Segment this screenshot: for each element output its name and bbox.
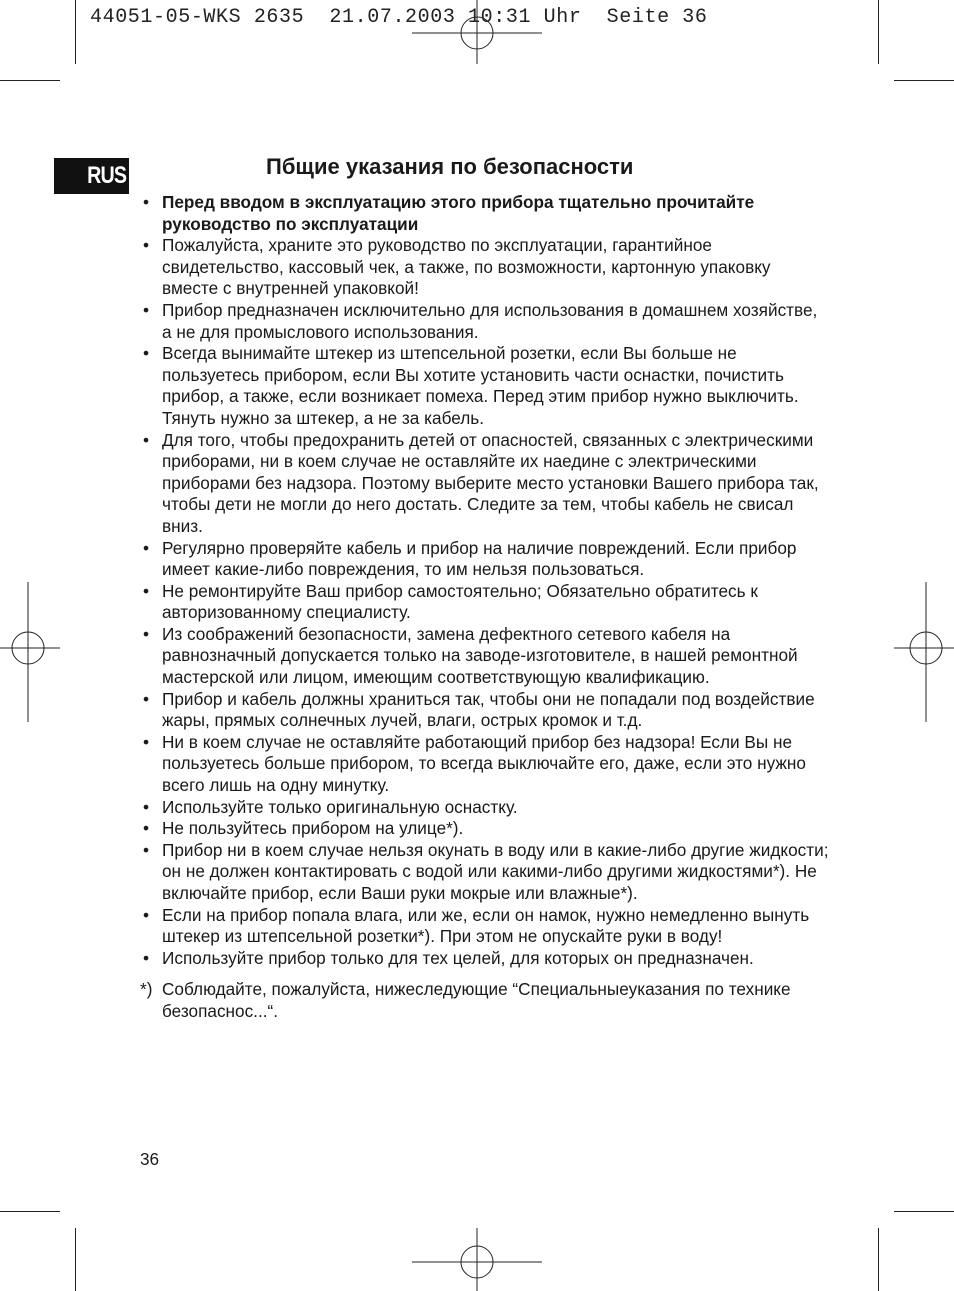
list-item [140,818,830,840]
bullet-icon: • [142,299,150,320]
list-item-text: Не пользуйтесь прибором на улице*). [162,818,464,839]
bullet-icon: • [142,537,150,558]
bullet-icon: • [142,688,150,709]
list-item [140,430,830,538]
list-item-text: Прибор предназначен исключительно для использования в домашнем хозяйстве, а не для промыслового использования. [162,299,818,342]
list-item-text: Если на прибор попала влага, или же, если он намок, нужно немедленно вынуть штекер из штепсельной розетки*). При этом не опускайте руки в воду! [162,904,810,947]
bullet-icon: • [142,429,150,450]
list-item-text: Не ремонтируйте Ваш прибор самостоятельно; Обязательно обратитесь к авторизованному специалисту. [162,580,758,623]
crop-mark-bottom-left-horizontal [0,1211,60,1212]
bullet-icon: • [142,796,150,817]
list-item-text: Регулярно проверяйте кабель и прибор на наличие повреждений. Если прибор имеет какие-либо повреждения, то им нельзя пользоваться. [162,537,797,580]
list-item [140,343,830,429]
bullet-icon: • [142,343,150,364]
bullet-icon: • [142,839,150,860]
registration-mark-top [412,0,542,66]
list-item [140,948,830,970]
crop-mark-top-left-vertical [75,0,76,64]
registration-mark-left [0,582,60,722]
bullet-icon: • [142,235,150,256]
list-item-text: Используйте только оригинальную оснастку. [162,796,518,817]
footnote-mark: *) [140,979,153,1000]
list-item-text: Пожалуйста, храните это руководство по эксплуатации, гарантийное свидетельство, кассовый чек, а также, по возможности, картонную упаковку вместе с внутренней упаковкой! [162,235,771,299]
list-item [140,624,830,689]
list-item [140,840,830,905]
bullet-list [140,192,830,969]
list-item-text: Прибор и кабель должны храниться так, чтобы они не попадали под воздействие жары, прямых солнечных лучей, влаги, острых кромок и т.д. [162,688,815,731]
crop-mark-top-right-horizontal [894,80,954,81]
bullet-icon: • [142,731,150,752]
list-item [140,905,830,948]
list-item-text: Используйте прибор только для тех целей, для которых он предназначен. [162,947,754,968]
registration-mark-right [894,582,954,722]
page-title: Пбщие указания по безопасности [266,154,634,179]
list-item [140,797,830,819]
language-tab [54,158,129,194]
list-item-text: Прибор ни в коем случае нельзя окунать в воду или в какие-либо другие жидкости; он не должен контактировать с водой или какими-либо другими жидкостями*). Не включайте прибор, если Ваши руки мокрые или влажные*). [162,839,829,903]
list-item [140,300,830,343]
bullet-icon: • [142,904,150,925]
print-header: 44051-05-WKS 2635 21.07.2003 10:31 Uhr Seite 36 [90,6,708,29]
list-item [140,581,830,624]
list-item-text: Ни в коем случае не оставляйте работающий прибор без надзора! Если Вы не пользуетесь больше прибором, то всегда выключайте его, даже, если это нужно всего лишь на одну минутку. [162,731,806,796]
crop-mark-bottom-left-vertical [75,1228,76,1291]
list-item [140,538,830,581]
registration-mark-bottom [412,1228,542,1291]
crop-mark-top-right-vertical [878,0,879,64]
footnote-text: Соблюдайте, пожалуйста, нижеследующие “Специальныеуказания по технике безопаснос...“. [162,979,791,1021]
bullet-icon: • [142,623,150,644]
crop-mark-top-left-horizontal [0,80,60,81]
list-item-text: Из соображений безопасности, замена дефектного сетевого кабеля на равнозначный допускается только на заводе-изготовителе, в нашей ремонтной мастерской или лицом, имеющим соответствующую квалификацию. [162,623,798,688]
language-tab-label: RUS [87,162,127,189]
crop-mark-bottom-right-horizontal [894,1211,954,1212]
list-item-text: Перед вводом в эксплуатацию этого прибора тщательно прочитайте руководство по эксплуатации [162,192,755,234]
list-item-text: Всегда вынимайте штекер из штепсельной розетки, если Вы больше не пользуетесь прибором, если Вы хотите установить части оснастки, почистить прибор, а также, если возникает помеха. Перед этим прибор нужно выключить. Тянуть нужно за штекер, а не за кабель. [162,343,799,428]
bullet-icon: • [142,947,150,968]
bullet-icon: • [142,580,150,601]
footnote [140,979,830,1022]
bullet-icon: • [142,192,150,212]
list-item-text: Для того, чтобы предохранить детей от опасностей, связанных с электрическими приборами, ни в коем случае не оставляйте их наедине с электрическими приборами без надзора. Поэтому выберите место установки Вашего прибора так, чтобы дети не могли до него достать. Следите за тем, чтобы кабель не свисал вниз. [162,429,819,536]
list-item [140,235,830,300]
page-number: 36 [140,1149,160,1169]
list-item [140,732,830,797]
list-item [140,689,830,732]
list-item [140,192,830,235]
safety-instructions [140,192,830,1023]
crop-mark-bottom-right-vertical [878,1228,879,1291]
bullet-icon: • [142,818,150,839]
